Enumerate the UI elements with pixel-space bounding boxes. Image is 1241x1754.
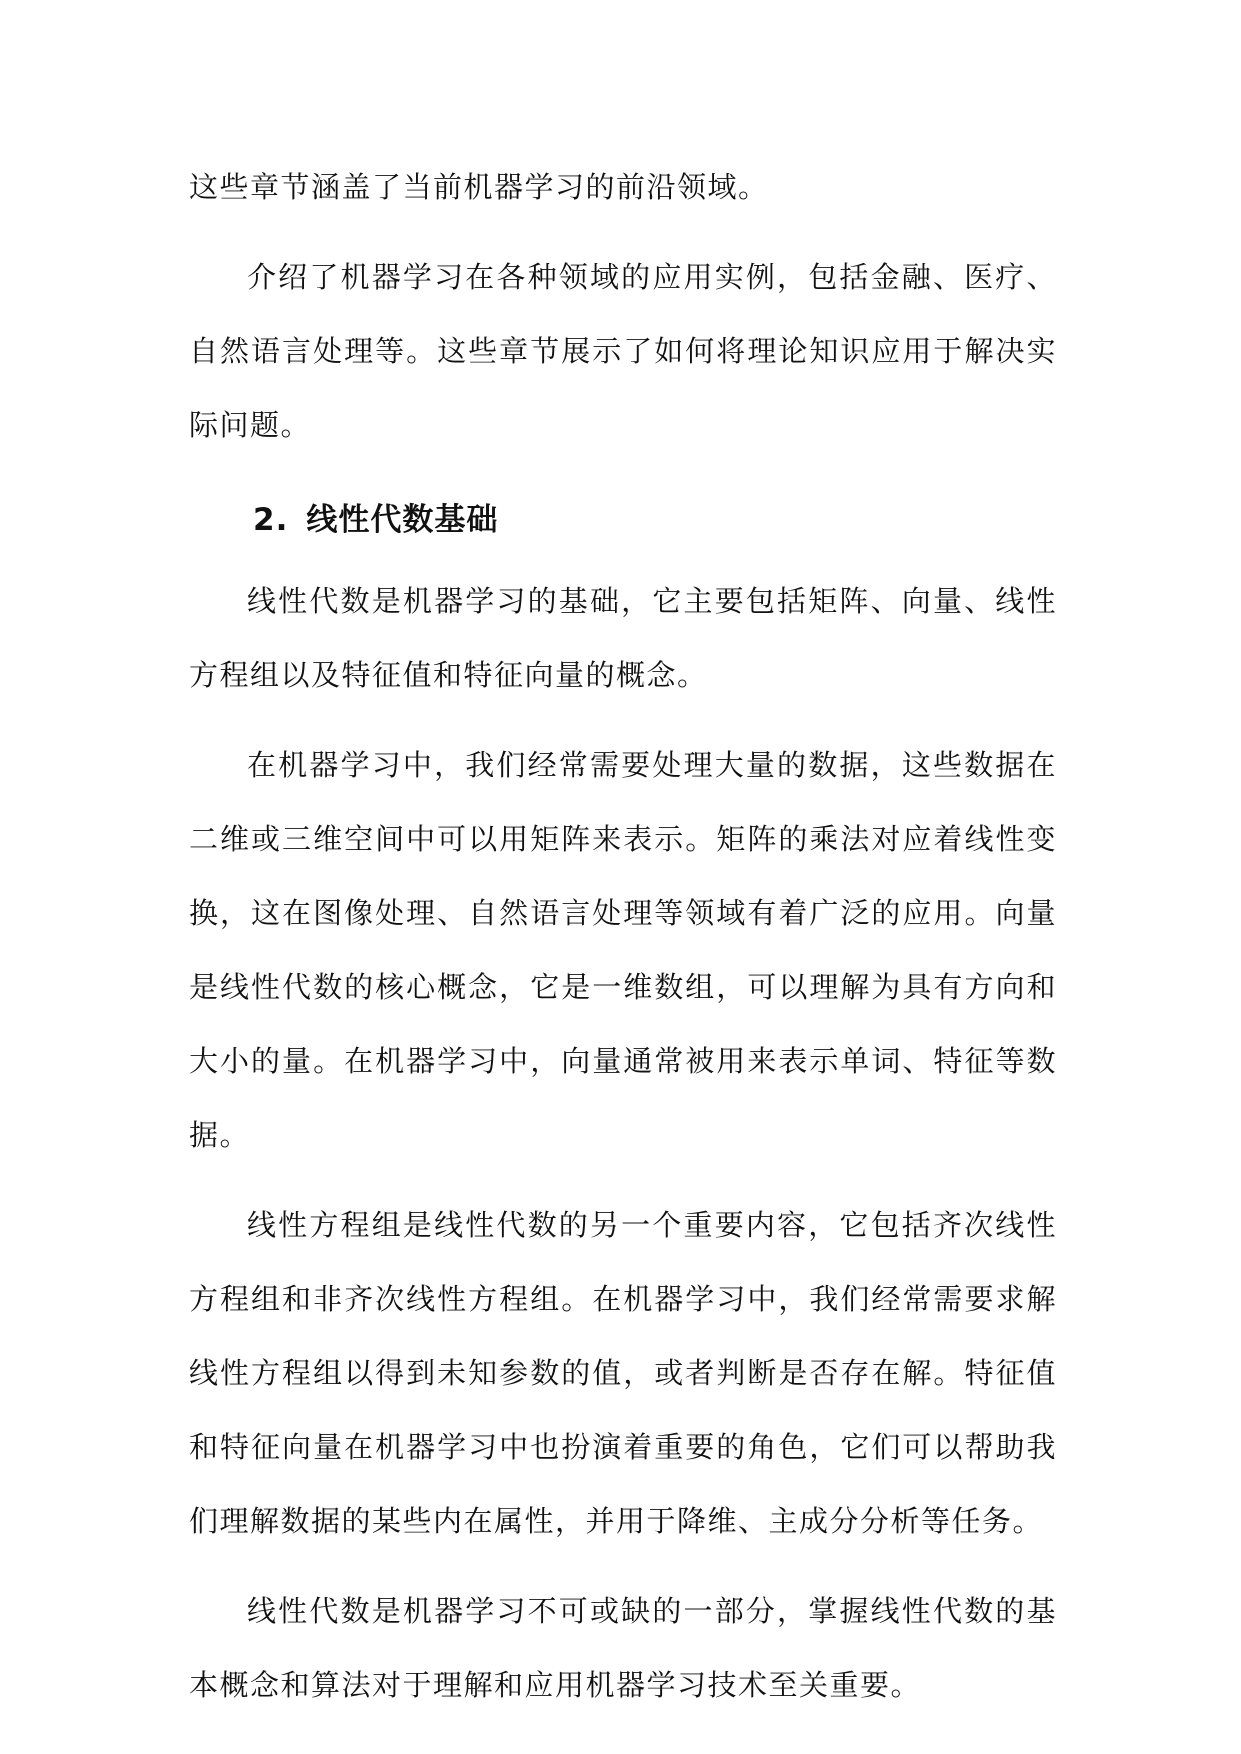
document-body (189, 150, 1057, 1738)
section-number: 2. (253, 502, 289, 538)
applications-paragraph: 介绍了机器学习在各种领域的应用实例，包括金融、医疗、自然语言处理等。这些章节展示了如何将理论知识应用于解决实际问题。 (189, 260, 1057, 442)
body-paragraph: 线性代数是机器学习的基础，它主要包括矩阵、向量、线性方程组以及特征值和特征向量的概念。 (189, 584, 1057, 692)
continuation-paragraph: 这些章节涵盖了当前机器学习的前沿领域。 (189, 170, 769, 204)
body-paragraph: 线性代数是机器学习不可或缺的一部分，掌握线性代数的基本概念和算法对于理解和应用机器学习技术至关重要。 (189, 1594, 1057, 1702)
body-paragraph: 线性方程组是线性代数的另一个重要内容，它包括齐次线性方程组和非齐次线性方程组。在机器学习中，我们经常需要求解线性方程组以得到未知参数的值，或者判断是否存在解。特征值和特征向量在机器学习中也扮演着重要的角色，它们可以帮助我们理解数据的某些内在属性，并用于降维、主成分分析等任务。 (189, 1208, 1057, 1538)
body-paragraph: 在机器学习中，我们经常需要处理大量的数据，这些数据在二维或三维空间中可以用矩阵来表示。矩阵的乘法对应着线性变换，这在图像处理、自然语言处理等领域有着广泛的应用。向量是线性代数的核心概念，它是一维数组，可以理解为具有方向和大小的量。在机器学习中，向量通常被用来表示单词、特征等数据。 (189, 748, 1057, 1152)
section-title: 线性代数基础 (306, 502, 499, 538)
section-heading (189, 478, 1057, 564)
